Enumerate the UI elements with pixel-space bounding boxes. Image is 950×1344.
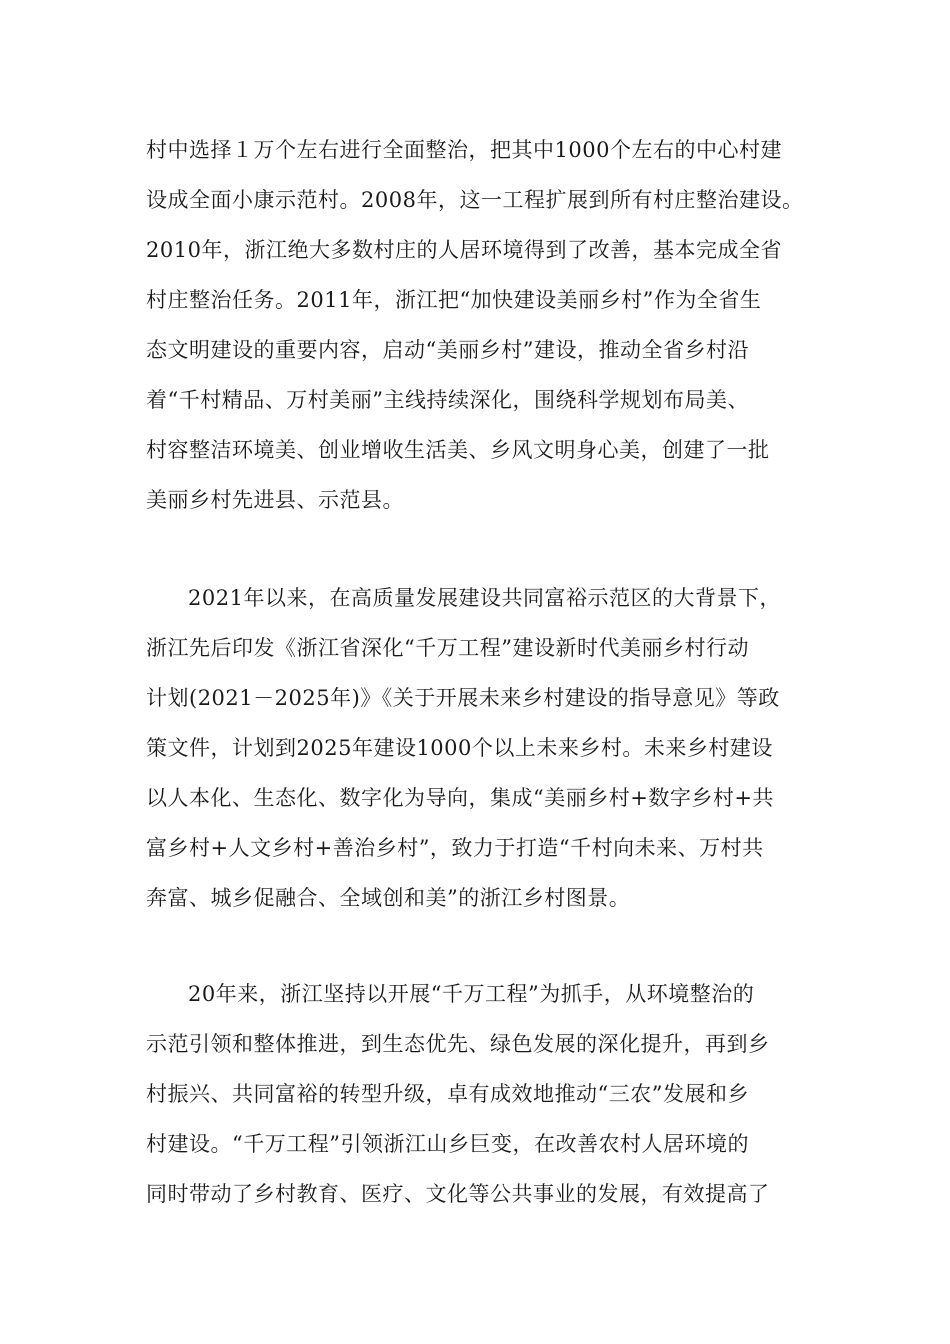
text-line: 村庄整治任务。2011年，浙江把“加快建设美丽乡村”作为全省生 [146,288,762,312]
paragraph-3 [146,969,826,1219]
text-line: 2021年以来，在高质量发展建设共同富裕示范区的大背景下， [188,586,781,610]
text-line: 浙江先后印发《浙江省深化“千万工程”建设新时代美丽乡村行动 [146,636,749,660]
text-line: 富乡村+人文乡村+善治乡村”，致力于打造“千村向未来、万村共 [146,836,764,860]
text-line: 村建设。“千万工程”引领浙江山乡巨变，在改善农村人居环境的 [146,1132,749,1156]
text-line: 策文件，计划到2025年建设1000个以上未来乡村。未来乡村建设 [146,736,773,760]
text-line: 计划(2021－2025年)》《关于开展未来乡村建设的指导意见》等政 [146,686,780,710]
text-line: 村容整洁环境美、创业增收生活美、乡风文明身心美，创建了一批 [146,438,770,462]
paragraph-1 [146,125,826,525]
text-line: 以人本化、生态化、数字化为导向，集成“美丽乡村+数字乡村+共 [146,786,774,810]
text-line: 示范引领和整体推进，到生态优先、绿色发展的深化提升，再到乡 [146,1032,770,1056]
text-line: 同时带动了乡村教育、医疗、文化等公共事业的发展，有效提高了 [146,1182,770,1206]
text-line: 20年来，浙江坚持以开展“千万工程”为抓手，从环境整治的 [188,982,755,1006]
text-line: 美丽乡村先进县、示范县。 [146,488,404,512]
paragraph-2 [146,573,826,923]
text-line: 奔富、城乡促融合、全域创和美”的浙江乡村图景。 [146,886,631,910]
text-line: 村振兴、共同富裕的转型升级，卓有成效地推动“三农”发展和乡 [146,1082,749,1106]
text-line: 着“千村精品、万村美丽”主线持续深化，围绕科学规划布局美、 [146,388,749,412]
text-line: 2010年，浙江绝大多数村庄的人居环境得到了改善，基本完成全省 [146,238,782,262]
text-line: 设成全面小康示范村。2008年，这一工程扩展到所有村庄整治建设。 [146,188,804,212]
text-line: 态文明建设的重要内容，启动“美丽乡村”建设，推动全省乡村沿 [146,338,749,362]
text-line: 村中选择１万个左右进行全面整治，把其中1000个左右的中心村建 [146,138,782,162]
